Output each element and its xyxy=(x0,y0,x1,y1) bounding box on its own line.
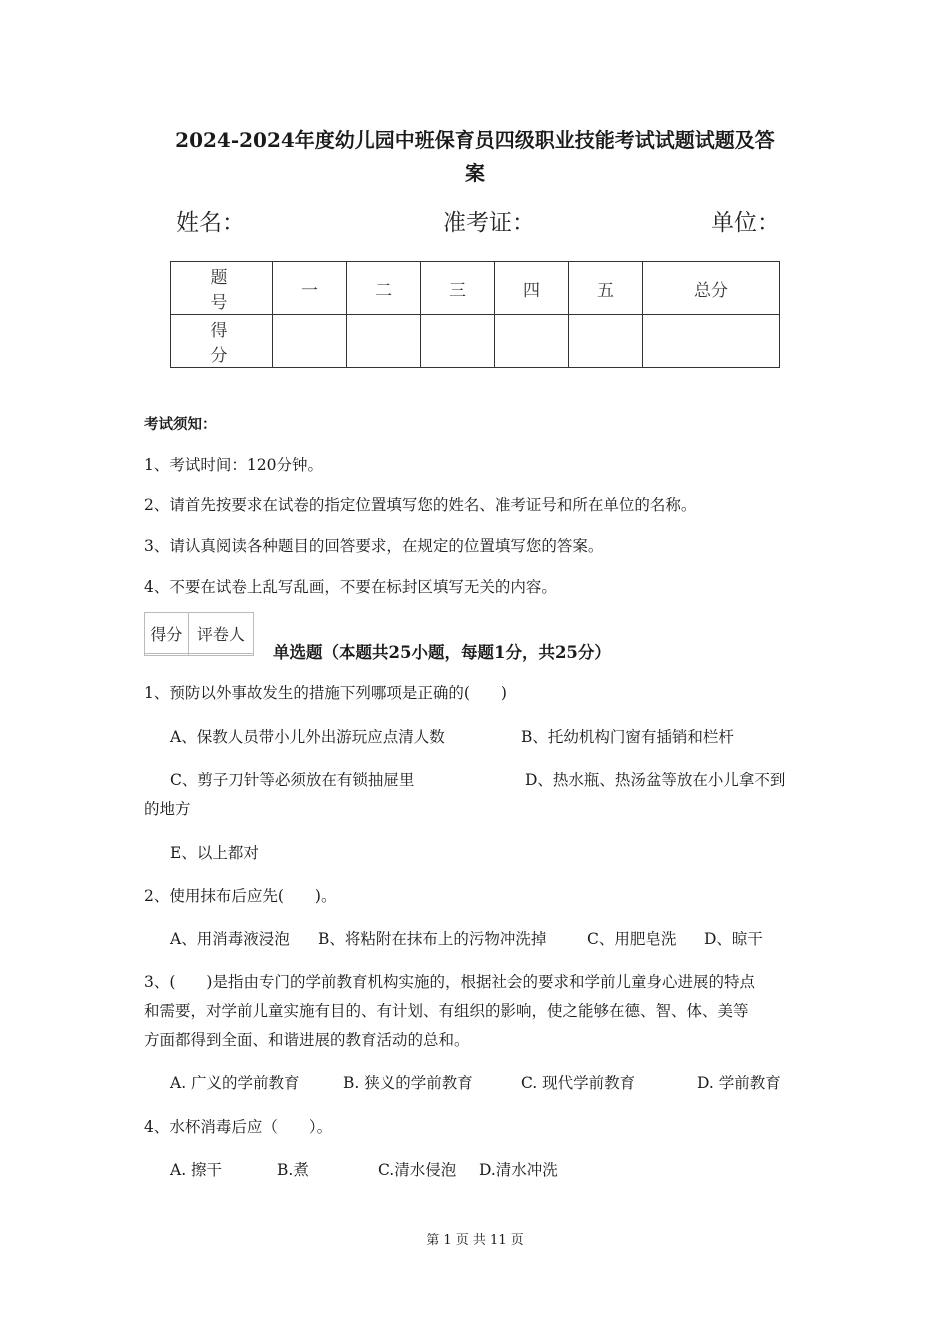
exam-id-label: 准考证： xyxy=(443,210,535,236)
q1-option-d-continued: 的地方 xyxy=(144,800,191,818)
q3-option-b: B. 狭义的学前教育 xyxy=(343,1074,473,1092)
q2-option-c: C、用肥皂洗 xyxy=(587,930,677,948)
q1-option-d: D、热水瓶、热汤盆等放在小儿拿不到 xyxy=(525,771,786,789)
score-header-2: 二 xyxy=(347,262,421,315)
score-table-score-row xyxy=(171,315,780,368)
q1-option-e: E、以上都对 xyxy=(170,844,259,862)
name-label: 姓名： xyxy=(176,210,245,236)
score-table xyxy=(170,261,780,368)
q2-stem: 2、使用抹布后应先( )。 xyxy=(144,887,337,905)
score-header-5: 五 xyxy=(569,262,643,315)
score-cell-total xyxy=(643,315,780,368)
q3-option-a: A. 广义的学前教育 xyxy=(170,1074,300,1092)
score-header-total: 总分 xyxy=(643,262,780,315)
q4-option-b: B.煮 xyxy=(277,1161,309,1179)
grader-score-label: 得分 xyxy=(145,613,189,654)
score-cell-4 xyxy=(495,315,569,368)
q4-option-a: A. 擦干 xyxy=(170,1161,223,1179)
q1-option-b: B、托幼机构门窗有插销和栏杆 xyxy=(521,728,734,746)
q1-stem: 1、预防以外事故发生的措施下列哪项是正确的( ) xyxy=(144,684,507,702)
q3-option-d: D. 学前教育 xyxy=(697,1074,781,1092)
q2-option-b: B、将粘附在抹布上的污物冲洗掉 xyxy=(318,930,547,948)
grader-name-label: 评卷人 xyxy=(188,613,253,654)
q4-option-d: D.清水冲洗 xyxy=(479,1161,558,1179)
grader-score-cell xyxy=(145,654,189,656)
notice-item-2: 2、请首先按要求在试卷的指定位置填写您的姓名、准考证号和所在单位的名称。 xyxy=(144,496,697,514)
score-table-header-row xyxy=(171,262,780,315)
score-cell-5 xyxy=(569,315,643,368)
notice-heading: 考试须知： xyxy=(144,416,217,433)
score-header-1: 一 xyxy=(273,262,347,315)
q4-stem: 4、水杯消毒后应（ ）。 xyxy=(144,1118,333,1136)
q3-stem-line3: 方面都得到全面、和谐进展的教育活动的总和。 xyxy=(144,1031,470,1049)
score-header-label: 题 号 xyxy=(171,262,273,315)
score-header-3: 三 xyxy=(421,262,495,315)
q1-option-c: C、剪子刀针等必须放在有锁抽屉里 xyxy=(170,771,415,789)
q3-option-c: C. 现代学前教育 xyxy=(521,1074,636,1092)
notice-item-1: 1、考试时间：120分钟。 xyxy=(144,456,323,474)
q2-option-d: D、晾干 xyxy=(704,930,763,948)
grader-box xyxy=(144,612,254,656)
page-title-line2: 案 xyxy=(465,161,485,185)
page-title-line1: 2024-2024年度幼儿园中班保育员四级职业技能考试试题试题及答 xyxy=(175,128,775,152)
q3-stem-line1: 3、( )是指由专门的学前教育机构实施的，根据社会的要求和学前儿童身心进展的特点 xyxy=(144,973,755,991)
score-cell-2 xyxy=(347,315,421,368)
q2-option-a: A、用消毒液浸泡 xyxy=(170,930,290,948)
section-title: 单选题（本题共25小题，每题1分，共25分） xyxy=(273,643,611,662)
notice-item-4: 4、不要在试卷上乱写乱画，不要在标封区填写无关的内容。 xyxy=(144,578,557,596)
score-cell-3 xyxy=(421,315,495,368)
grader-name-cell xyxy=(188,654,253,656)
score-row-label: 得 分 xyxy=(171,315,273,368)
score-cell-1 xyxy=(273,315,347,368)
score-header-4: 四 xyxy=(495,262,569,315)
unit-label: 单位： xyxy=(711,210,780,236)
q1-option-a: A、保教人员带小儿外出游玩应点清人数 xyxy=(170,728,445,746)
q4-option-c: C.清水侵泡 xyxy=(378,1161,457,1179)
page-footer: 第 1 页 共 11 页 xyxy=(426,1233,524,1248)
notice-item-3: 3、请认真阅读各种题目的回答要求，在规定的位置填写您的答案。 xyxy=(144,537,604,555)
q3-stem-line2: 和需要，对学前儿童实施有目的、有计划、有组织的影响，使之能够在德、智、体、美等 xyxy=(144,1002,749,1020)
